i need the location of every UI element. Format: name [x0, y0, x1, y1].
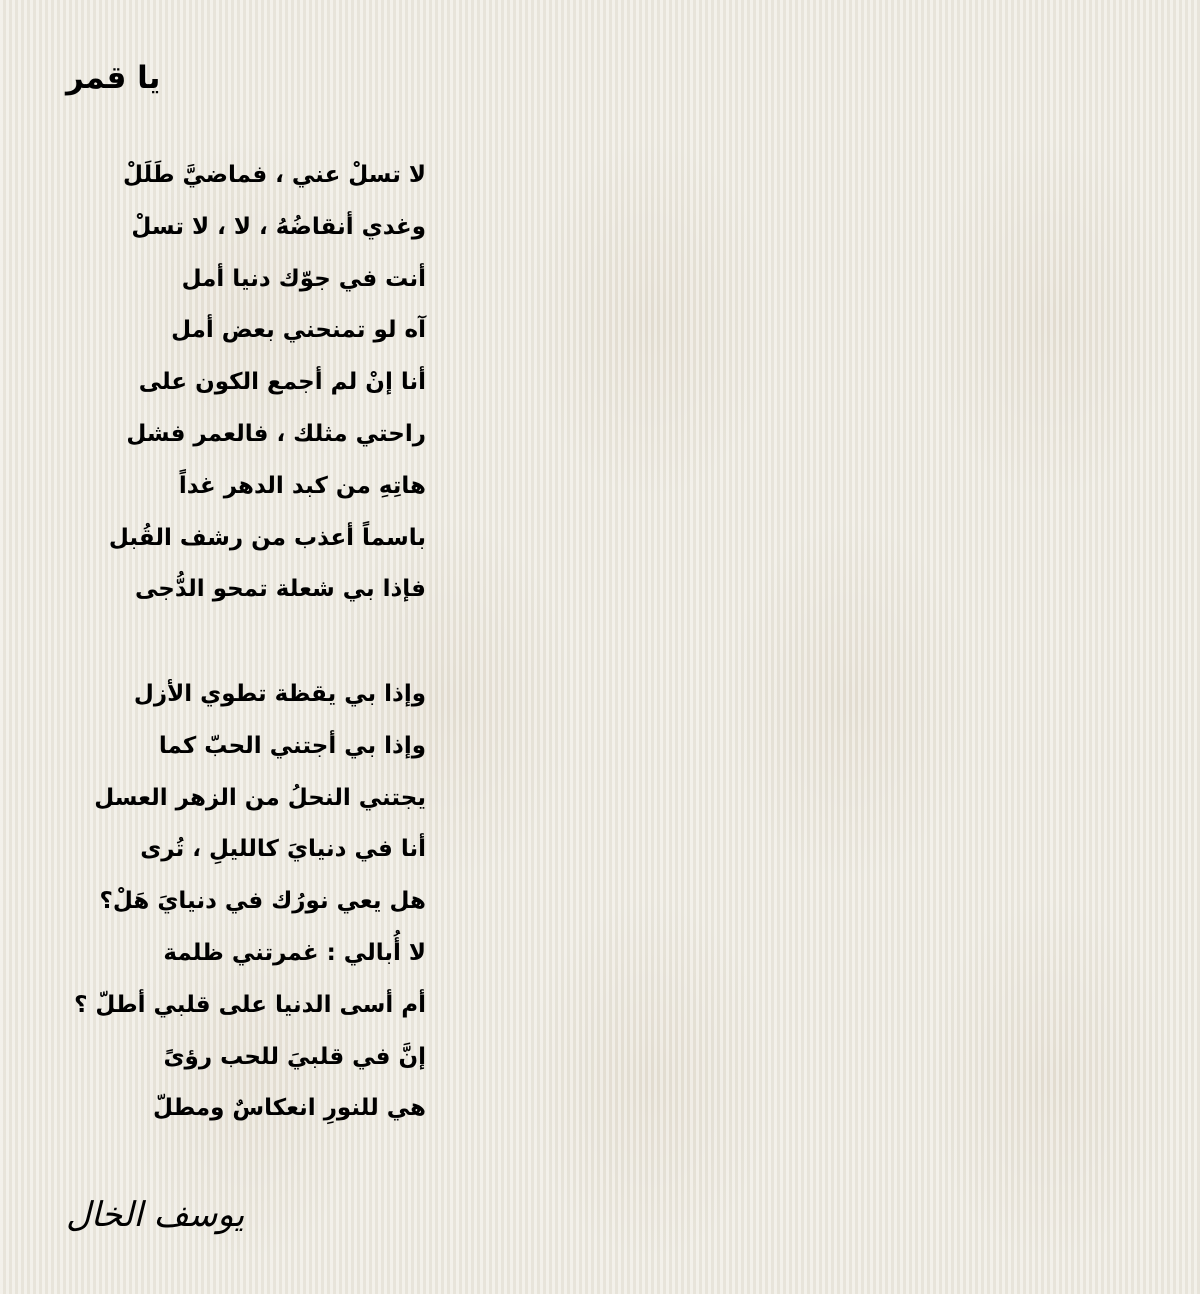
- poem-line: آه لو تمنحني بعض أمل: [171, 317, 426, 344]
- poem-title: يا قمر: [66, 60, 161, 96]
- poem-line: وإذا بي أجتني الحبّ كما: [158, 732, 426, 759]
- poem-line: لا تسلْ عني ، فماضيَّ طَلَلْ: [122, 162, 426, 188]
- poem-line: راحتي مثلك ، فالعمر فشل: [126, 420, 426, 447]
- poem-line: وإذا بي يقظة تطوي الأزل: [133, 681, 426, 707]
- poem-line: فإذا بي شعلة تمحو الدُّجى: [135, 576, 426, 603]
- poem-line: باسماً أعذب من رشف القُبل: [108, 524, 426, 551]
- poem-line: يجتني النحلُ من الزهر العسل: [94, 784, 426, 811]
- poem-stanza-1: [66, 150, 426, 616]
- poem-line: أنا في دنيايَ كالليلِ ، تُرى: [140, 836, 426, 863]
- poem-line: أنا إنْ لم أجمع الكون على: [138, 369, 426, 396]
- poem-line: هل يعي نورُك في دنيايَ هَلْ؟: [99, 888, 426, 915]
- poem-line: إنَّ في قلبيَ للحب رؤىً: [163, 1043, 426, 1070]
- poem-line: هي للنورِ انعكاسٌ ومطلّ: [152, 1095, 426, 1122]
- poem-author: يوسف الخال: [66, 1195, 245, 1235]
- poem-line: لا أُبالي : غمرتني ظلمة: [163, 939, 426, 966]
- poem-line: أنت في جوّك دنيا أمل: [181, 265, 426, 292]
- poem-line: وغدي أنقاضُهُ ، لا ، لا تسلْ: [131, 213, 426, 240]
- poem-stanza-2: [66, 669, 426, 1135]
- poem-line: أم أسى الدنيا على قلبي أطلّ ؟: [74, 991, 426, 1018]
- poem-page: [66, 0, 426, 1294]
- poem-line: هاتِهِ من كبد الدهر غداً: [178, 472, 426, 499]
